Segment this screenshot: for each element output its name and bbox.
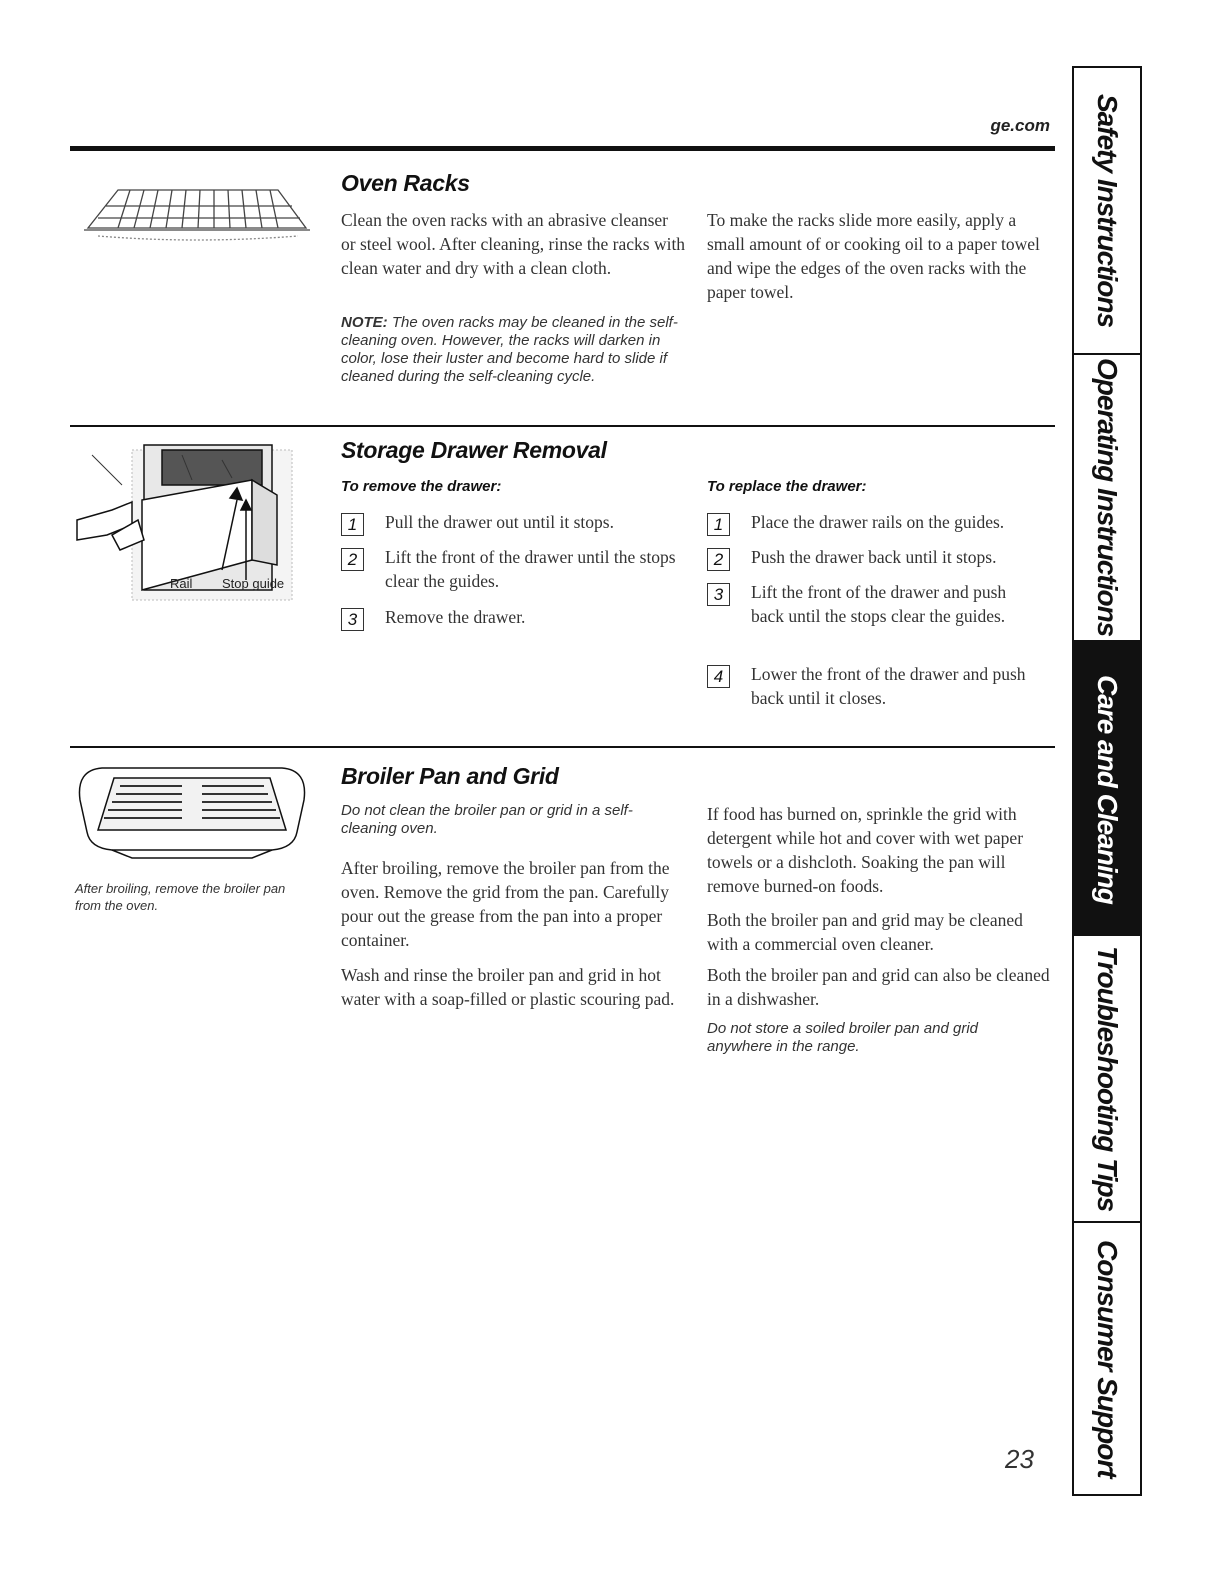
broiler-caption: After broiling, remove the broiler pan from the oven. — [75, 881, 286, 913]
broiler-para4: Both the broiler pan and grid may be cleaned with a commercial oven cleaner. — [707, 910, 1023, 954]
broiler-warning: Do not clean the broiler pan or grid in a self-cleaning oven. — [341, 802, 633, 837]
step-text: Pull the drawer out until it stops. — [385, 512, 614, 532]
step-text: Lift the front of the drawer until the stops clear the guides. — [385, 547, 676, 591]
note-text: The oven racks may be cleaned in the self-cleaning oven. However, the racks will darken in color, lose their luster and become hard to slide if cleaned during the self-cleaning cycle. — [341, 314, 678, 385]
tab-care-and-cleaning[interactable]: Care and Cleaning — [1074, 642, 1140, 936]
tab-troubleshooting-tips[interactable]: Troubleshooting Tips — [1092, 945, 1123, 1212]
tab-consumer-support[interactable]: Consumer Support — [1092, 1239, 1123, 1478]
broiler-para3: If food has burned on, sprinkle the grid with detergent while hot and cover with wet paper towels or a dishcloth. Soaking the pan will remove burned-on foods. — [707, 804, 1024, 896]
broiler-para2: Wash and rinse the broiler pan and grid in hot water with a soap-filled or plastic scouring pad. — [341, 965, 675, 1009]
broiler-pan-illustration — [72, 760, 312, 860]
step-number: 2 — [707, 548, 730, 571]
step-text: Push the drawer back until it stops. — [751, 547, 997, 567]
remove-drawer-heading: To remove the drawer: — [341, 478, 502, 495]
drawer-title: Storage Drawer Removal — [341, 437, 607, 463]
oven-racks-title: Oven Racks — [341, 170, 470, 196]
oven-rack-illustration — [78, 176, 314, 246]
step-number: 3 — [341, 608, 364, 631]
oven-racks-note — [341, 314, 686, 386]
step-text: Place the drawer rails on the guides. — [751, 512, 1005, 532]
header-rule — [70, 146, 1055, 151]
tab-operating-instructions[interactable]: Operating Instructions — [1092, 358, 1123, 637]
drawer-removal-illustration — [72, 440, 302, 610]
step-text: Lift the front of the drawer and push back until the stops clear the guides. — [751, 582, 1007, 626]
side-tabs — [1072, 66, 1142, 1496]
section-divider-2 — [70, 746, 1055, 748]
site-url: ge.com — [990, 116, 1050, 135]
section-divider-1 — [70, 425, 1055, 427]
step-number: 3 — [707, 583, 730, 606]
tab-safety-instructions[interactable]: Safety Instructions — [1092, 93, 1123, 328]
replace-drawer-heading: To replace the drawer: — [707, 478, 867, 495]
broiler-para1: After broiling, remove the broiler pan from the oven. Remove the grid from the pan. Carefully pour out the grease from the pan into a proper container. — [341, 858, 670, 950]
broiler-title: Broiler Pan and Grid — [341, 763, 559, 789]
step-text: Remove the drawer. — [385, 607, 526, 627]
step-text: Lower the front of the drawer and push back until it closes. — [751, 664, 1026, 708]
page-number: 23 — [1005, 1444, 1034, 1474]
step-number: 4 — [707, 665, 730, 688]
note-label: NOTE: — [341, 314, 388, 331]
step-number: 1 — [707, 513, 730, 536]
broiler-note: Do not store a soiled broiler pan and grid anywhere in the range. — [707, 1020, 978, 1055]
rail-label: Rail — [170, 576, 193, 591]
step-number: 1 — [341, 513, 364, 536]
oven-racks-para1: Clean the oven racks with an abrasive cleanser or steel wool. After cleaning, rinse the racks with clean water and dry with a clean cloth. — [341, 210, 686, 278]
stop-guide-label: Stop guide — [222, 576, 285, 591]
oven-racks-para2: To make the racks slide more easily, apply a small amount of or cooking oil to a paper towel and wipe the edges of the oven racks with the paper towel. — [707, 210, 1040, 302]
broiler-para5: Both the broiler pan and grid can also be cleaned in a dishwasher. — [707, 965, 1050, 1009]
step-number: 2 — [341, 548, 364, 571]
